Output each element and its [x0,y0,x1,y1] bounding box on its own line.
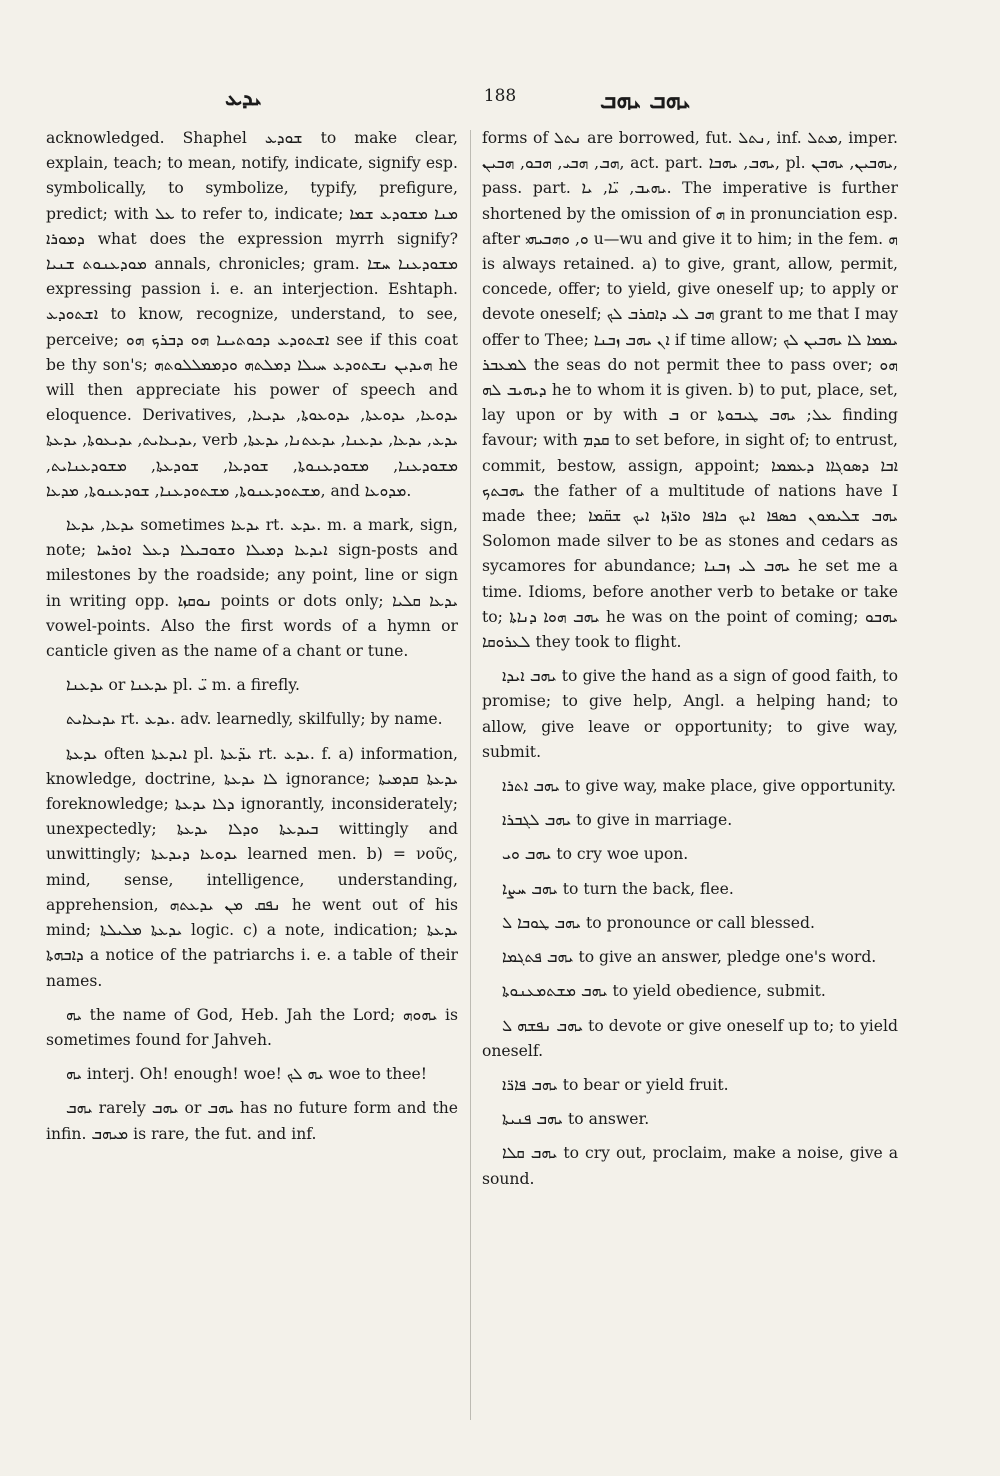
entry-paragraph: ܝܗܒ ܦܬܓܡܐ to give an answer, pledge one's word. [502,948,877,967]
page-number: 188 [483,86,517,106]
entry-paragraph: ܝܗ interj. Oh! enough! woe! ܝܗ ܠܟ woe to thee! [66,1065,428,1084]
header-left-syriac: ܝܕܥ [225,86,262,111]
entry-paragraph: ܝܗܒ ܐܬܪܐ to give way, make place, give opportunity. [502,777,897,796]
entry-paragraph: ܝܕܥܢܐ or ܝܕܥܢܐ pl. ܝ̈ m. a firefly. [66,676,300,695]
entry-paragraph: acknowledged. Shaphel ܫܘܕܥ to make clear, explain, teach; to mean, notify, indicate, signify esp. symbolically, to symbolize, typify, prefigure, predict; with ܥܠ to refer to, indicate; ܡܢܐ ܡܫܘܕܥ ܫܡܐ ܕܡܘܪܐ what does the expression myrrh signify? ܡܘܕܥܢܘܬ ܫܢܝܐ annals, chronicles; gram. ܡܫܘܕܥܢܐ ܚܫܐ expressing passion i. e. an interjection. Eshtaph. ܐܫܬܘܕܥ to know, recognize, understand, to see, perceive; ܐܫܬܘܕܥ ܕܟܘܬܝܢܐ ܗܘ ܕܒܪܟ ܗܘ see if this coat be thy son's; ܗܝܕܝܢ ܢܫܬܘܕܥ ܚܝܠܐ ܕܡܠܬܗ ܘܕܡܡܠܠܘܬܗ he will then appreciate his power of speech and eloquence. Derivatives, ܝܕܘܥܐ, ܝܕܘܥܬܐ, ܝܕܘܥܘܬܐ, ܝܕܝܥܐ, ܝܕܝܥܐܝܬ, ܝܕܝܥܘܬܐ, ܝܕܥܬܐ, verb ܝܕܥ, ܝܕܥܐ, ܝܕܥܢܐ, ܝܕܥܬܢܐ, ܝܕܥܬܐ, ܡܫܘܕܥܢܐ, ܡܫܘܕܥܢܘܬܐ, ܫܘܕܥܐ, ܫܘܕܥܬܐ, ܡܫܘܕܥܢܐܝܬ, ܡܫܬܘܕܥܢܘܬܐ, ܡܫܬܘܕܥܢܐ, ܫܘܕܥܢܘܬܐ, ܡܕܥܐ, and ܡܕܘܥܐ. [46,129,458,500]
entry-paragraph: ܝܗܒ ܡܫܬܡܥܢܘܬܐ to yield obedience, submit. [502,982,826,1001]
entry-paragraph: forms of ܢܬܠ are borrowed, fut. ܢܬܠ, inf. ܡܬܠ, imper. ܗܒ, ܗܒܝ, ܗܒܘ, ܗܒܝܢ, act. part. ܝܗܒ, ܝܗܒܐ, pl. ܝܗܒܝܢ, ܝܗܒܢ, pass. part. ܝܗܝܒ, ܝ̈ܐ, ܝܐ. The imperative is further shortened by the omission of ܗ in pronunciation esp. after ܘ, ܘܗܒܝܗܝ u—wu and give it to him; in the fem. ܗ is always retained. a) to give, grant, allow, permit, concede, offer; to yield, give oneself up; to apply or devote oneself; ܗܒ ܠܝ ܕܐܩܪܒ ܠܟ grant to me that I may offer to Thee; ܐܢ ܝܗܒ ܙܒܢܐ if time allow; ܝܡܡܐ ܠܐ ܝܗܒܝܢ ܠܟ ܠܡܥܒܪ the seas do not permit thee to pass over; ܗܘ ܕܝܗܝܒ ܠܗ he to whom it is given. b) to put, place, set, lay upon or by with ܒ or ܥܠ; ܝܗܒ ܛܝܒܘܬܐ finding favour; with ܩܕܡ to set before, in sight of; to entrust, commit, bestow, assign, appoint; ܐܒܐ ܕܣܘܓܐܐ ܕܥܡܡܐ ܝܗܒܬܟ the father of a multitude of nations have I made thee; ܝܗܒ ܫܠܝܡܘܢ ܟܣܦܐ ܐܝܟ ܟܐܦܐ ܘܐܪ̈ܙܐ ܐܝܟ ܫܩ̈ܡܐ Solomon made silver to be as stones and cedars as sycamores for abundance; ܝܗܒ ܠܝ ܙܒܢܐ he set me a time. Idioms, before another verb to betake or take to; ܝܗܒ ܗܘܐ ܕܢܐܬܐ he was on the point of coming; ܝܗܒܘ ܠܥܪܘܩܐ they took to flight. [482,129,899,652]
entry-paragraph: ܝܗܒ ܦܐܪ̈ܐ to bear or yield fruit. [502,1075,729,1094]
entry-paragraph: ܝܗܒ ܛܘܒܐ ܠ to pronounce or call blessed. [502,913,815,932]
entry-paragraph: ܝܗܒ rarely ܝܗܒ or ܝܗܒ has no future form and the infin. ܡܝܗܒ is rare, the fut. and inf. [46,1099,458,1143]
entry-paragraph: ܝܗܒ ܦܢܝܬܐ to answer. [502,1110,650,1129]
entry-paragraph: ܝܗ the name of God, Heb. Jah the Lord; ܝܗܘܗ is sometimes found for Jahveh. [46,1005,458,1049]
entry-paragraph: ܝܗܒ ܚܨܐ to turn the back, flee. [502,879,734,898]
header-right-syriac: ܝܗܒ ܝܗܒ [600,86,691,114]
left-column [46,126,458,1147]
right-column [482,126,898,1192]
entry-paragraph: ܝܕܝܥܐܝܬ rt. ܝܕܥ. adv. learnedly, skilfully; by name. [66,710,443,729]
entry-paragraph: ܝܗܒ ܐܝܕܐ to give the hand as a sign of good faith, to promise; to give help, Angl. a helping hand; to allow, give leave or opportunity; to give way, submit. [482,667,899,761]
entry-paragraph: ܝܗܒ ܘܝ to cry woe upon. [502,845,689,864]
entry-paragraph: ܝܕܥܬܐ often ܐܝܕܥܬܐ pl. ܝܕ̈ܥܬܐ rt. ܝܕܥ. f. a) information, knowledge, doctrine, ܠܐ ܝܕܥܬܐ ignorance; ܝܕܥܬܐ ܩܕܡܝܬܐ foreknowledge; ܕܠܐ ܝܕܥܬܐ ignorantly, inconsiderately; unexpectedly; ܒܝܕܥܬܐ ܘܕܠܐ ܝܕܥܬܐ wittingly and unwittingly; ܝܕܘܥܐ ܕܝܕܥܬܐ learned men. b) = νοῦς, mind, sense, intelligence, understanding, apprehension, ܢܦܩ ܡܢ ܝܕܥܬܗ he went out of his mind; ܝܕܥܬܐ ܡܠܝܠܬܐ logic. c) a note, indication; ܝܕܥܬܐ ܕܐܒܗܬܐ a notice of the patriarchs i. e. a table of their names. [46,744,459,990]
column-divider [470,130,471,1420]
entry-paragraph: ܝܗܒ ܩܠܐ to cry out, proclaim, make a noise, give a sound. [482,1144,899,1188]
entry-paragraph: ܝܕܥܐ, ܝܕܥܐ sometimes ܝܕܥܐ rt. ܝܕܥ. m. a mark, sign, note; ܐܝܕܥܐ ܕܡܝܠܐ ܘܫܘܒܝܠܐ ܕܥܠ ܐܘܪܚܐ sign-posts and milestones by the roadside; any point, line or sign in writing opp. ܢܘܩܙܐ points or dots only; ܝܕܥܐ ܩܠܝܐ vowel-points. Also the first words of a hymn or canticle given as the name of a chant or tune. [46,516,458,661]
entry-paragraph: ܝܗܒ ܠܓܒܪܐ to give in marriage. [502,811,733,830]
entry-paragraph: ܝܗܒ ܢܦܫܗ ܠ to devote or give oneself up to; to yield oneself. [482,1016,898,1060]
running-header [0,86,1000,114]
